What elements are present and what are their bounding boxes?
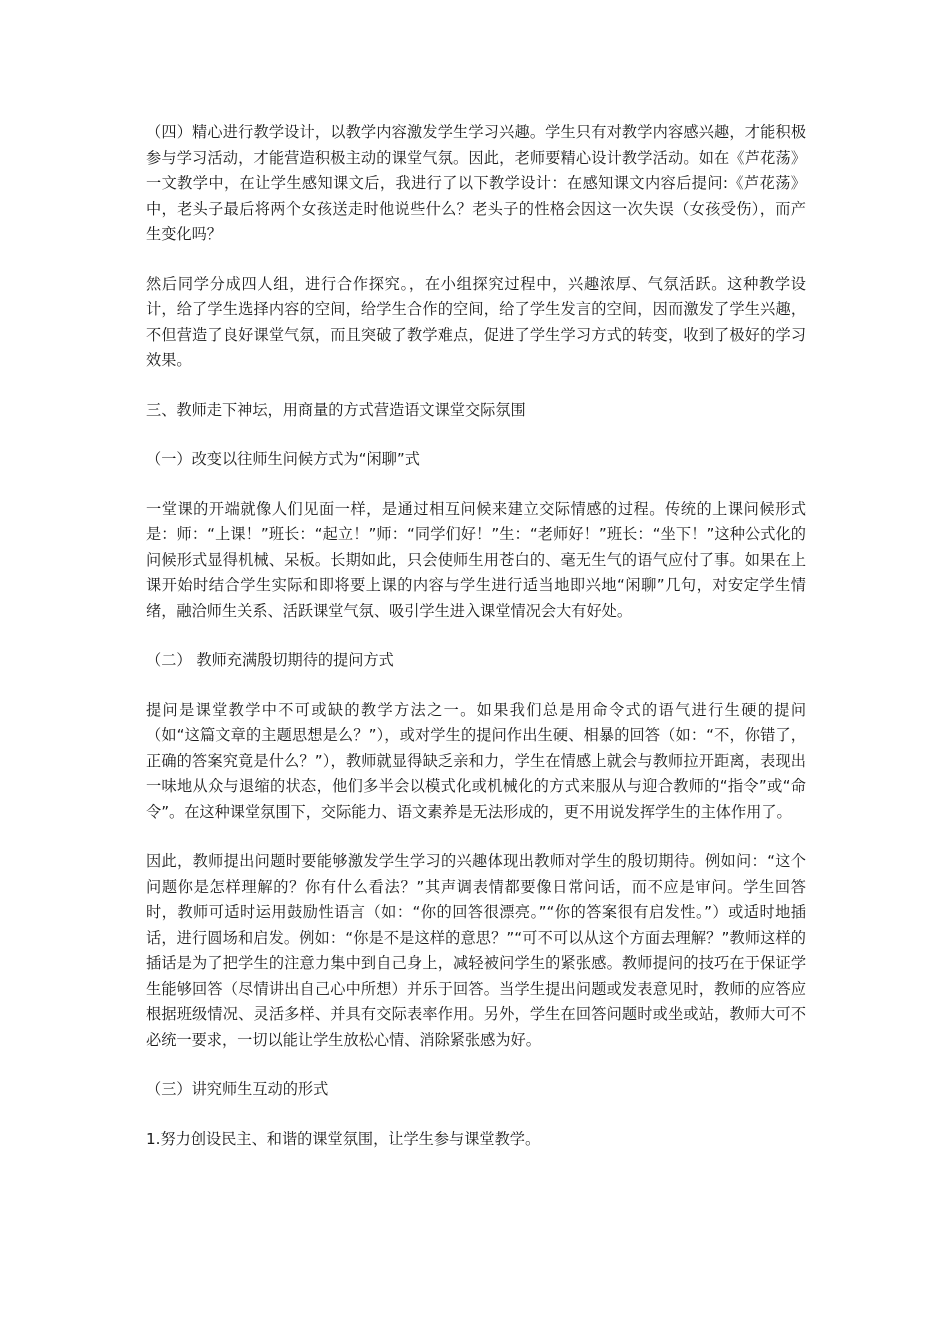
paragraph-greeting: 一堂课的开端就像人们见面一样，是通过相互问候来建立交际情感的过程。传统的上课问候形式是：师：“上课！”班长：“起立！”师：“同学们好！”生：“老师好！”班长：“坐下！”这种公式化的问候形式显得机械、呆板。长期如此，只会使师生用苍白的、毫无生气的语气应付了事。如果在上课开始时结合学生实际和即将要上课的内容与学生进行适当地即兴地“闲聊”几句，对安定学生情绪，融洽师生关系、活跃课堂气氛、吸引学生进入课堂情况会大有好处。 [146, 499, 806, 620]
subheading-greeting: （一）改变以往师生问候方式为“闲聊”式 [146, 450, 420, 468]
subheading-interaction: （三）讲究师生互动的形式 [146, 1080, 329, 1098]
paragraph-expectation: 因此，教师提出问题时要能够激发学生学习的兴趣体现出教师对学生的殷切期待。例如问：“这个问题你是怎样理解的？你有什么看法？”其声调表情都要像日常问话，而不应是审问。学生回答时，教师可适时运用鼓励性语言（如：“你的回答很漂亮。”“你的答案很有启发性。”）或适时地插话，进行圆场和启发。例如：“你是不是这样的意思？”“可不可以从这个方面去理解？”教师这样的插话是为了把学生的注意力集中到自己身上，减轻被问学生的紧张感。教师提问的技巧在于保证学生能够回答（尽情讲出自己心中所想）并乐于回答。当学生提出问题或发表意见时，教师的应答应根据班级情况、灵活多样、并具有交际表率作用。另外，学生在回答问题时或坐或站，教师大可不必统一要求，一切以能让学生放松心情、消除紧张感为好。 [146, 852, 806, 1049]
section-heading-three: 三、教师走下神坛，用商量的方式营造语文课堂交际氛围 [146, 400, 526, 419]
subheading-questioning: （二） 教师充满殷切期待的提问方式 [146, 651, 394, 669]
paragraph-questioning: 提问是课堂教学中不可或缺的教学方法之一。如果我们总是用命令式的语气进行生硬的提问（如“这篇文章的主题思想是么？”），或对学生的提问作出生硬、相暴的回答（如：“不，你错了，正确的答案究竟是什么？”），教师就显得缺乏亲和力，学生在情感上就会与教师拉开距离，表现出一味地从众与退缩的状态，他们多半会以模式化或机械化的方式来服从与迎合教师的“指令”或“命令”。在这种课堂氛围下，交际能力、语文素养是无法形成的，更不用说发挥学生的主体作用了。 [146, 700, 806, 821]
paragraph-teaching-design: （四）精心进行教学设计，以教学内容激发学生学习兴趣。学生只有对教学内容感兴趣，才能积极参与学习活动，才能营造积极主动的课堂气氛。因此，老师要精心设计教学活动。如在《芦花荡》一文教学中，在让学生感知课文后，我进行了以下教学设计：在感知课文内容后提问:《芦花荡》中，老头子最后将两个女孩送走时他说些什么？老头子的性格会因这一次失误（女孩受伤），而产生变化吗？ [146, 123, 806, 243]
document-body [146, 120, 806, 1176]
paragraph-democratic-atmosphere: 1.努力创设民主、和谐的课堂氛围，让学生参与课堂教学。 [146, 1129, 541, 1148]
paragraph-group-inquiry: 然后同学分成四人组，进行合作探究。，在小组探究过程中，兴趣浓厚、气氛活跃。这种教学设计，给了学生选择内容的空间，给学生合作的空间，给了学生发言的空间，因而激发了学生兴趣，不但营造了良好课堂气氛，而且突破了教学难点，促进了学生学习方式的转变，收到了极好的学习效果。 [146, 274, 806, 369]
